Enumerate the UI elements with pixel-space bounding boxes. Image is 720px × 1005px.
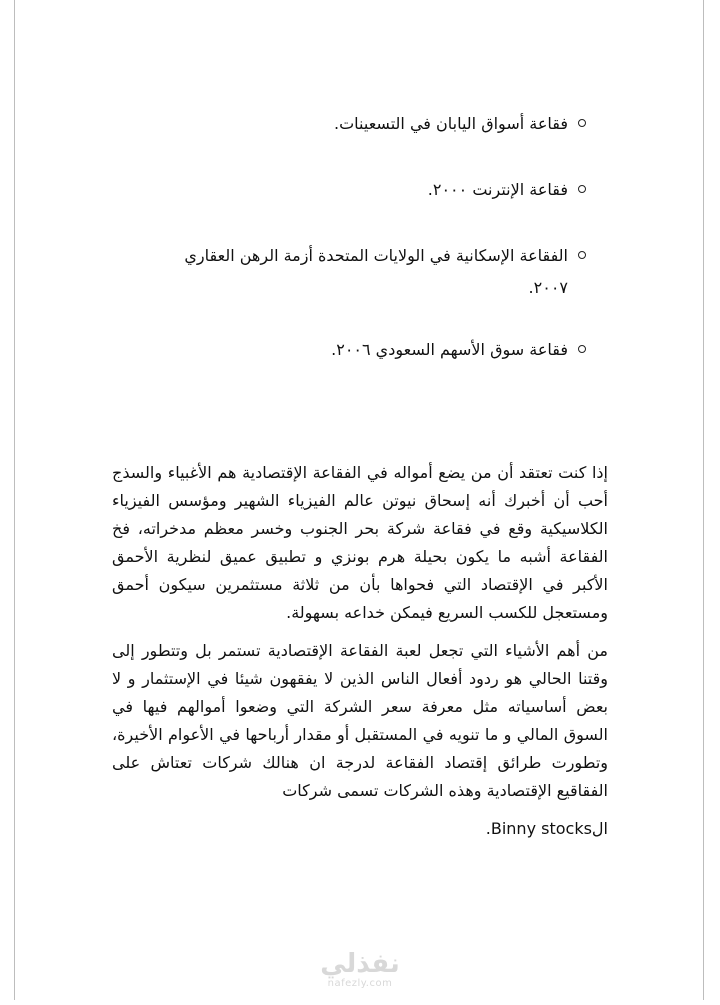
- bullet-text: فقاعة سوق الأسهم السعودي ٢٠٠٦.: [331, 340, 568, 359]
- bullet-text: الفقاعة الإسكانية في الولايات المتحدة أزمة الرهن العقاري ٢٠٠٧.: [184, 246, 568, 297]
- paragraph: الBinny stocks.: [485, 819, 608, 838]
- bullet-list: [150, 108, 582, 366]
- watermark-latin: nafezly.com: [327, 978, 393, 989]
- body-text: [112, 459, 608, 853]
- paragraph: إذا كنت تعتقد أن من يضع أمواله في الفقاعة الإقتصادية هم الأغبياء والسذج أحب أن أخبرك أنه إسحاق نيوتن عالم الفيزياء الشهير ومؤسس الفيزياء الكلاسيكية وقع في فقاعة شركة بحر الجنوب وخسر معظم مدخراته، فخ الفقاعة أشبه ما يكون بحيلة هرم بونزي و تطبيق عميق لنظرية الأحمق الأكبر في الإقتصاد التي فحواها بأن من ثلاثة مستثمرين سيكون أحمق ومستعجل للكسب السريع فيمكن خداعه بسهولة.: [112, 463, 608, 622]
- circle-bullet-icon: [578, 119, 586, 127]
- paragraph: من أهم الأشياء التي تجعل لعبة الفقاعة الإقتصادية تستمر بل وتتطور إلى وقتنا الحالي هو ردود أفعال الناس الذين لا يفقهون شيئا في الإستثمار و لا بعض أساسياته مثل معرفة سعر الشركة التي وضعوا أموالهم فيها في السوق المالي و ما تنويه في المستقبل أو مقدار أرباحها في الأعوام الأخيرة، وتطورت طرائق إقتصاد الفقاعة لدرجة ان هنالك شركات تعتاش على الفقاقيع الإقتصادية وهذه الشركات تسمى شركات: [112, 641, 608, 800]
- circle-bullet-icon: [578, 345, 586, 353]
- circle-bullet-icon: [578, 251, 586, 259]
- bullet-text: فقاعة الإنترنت ٢٠٠٠.: [427, 180, 568, 199]
- circle-bullet-icon: [578, 185, 586, 193]
- watermark-arabic: نفذلي: [320, 949, 400, 979]
- bullet-item: [150, 334, 582, 366]
- watermark-logo: [316, 950, 404, 990]
- bullet-item: [150, 240, 582, 304]
- bullet-text: فقاعة أسواق اليابان في التسعينات.: [334, 114, 568, 133]
- bullet-item: [150, 108, 582, 140]
- bullet-item: [150, 174, 582, 206]
